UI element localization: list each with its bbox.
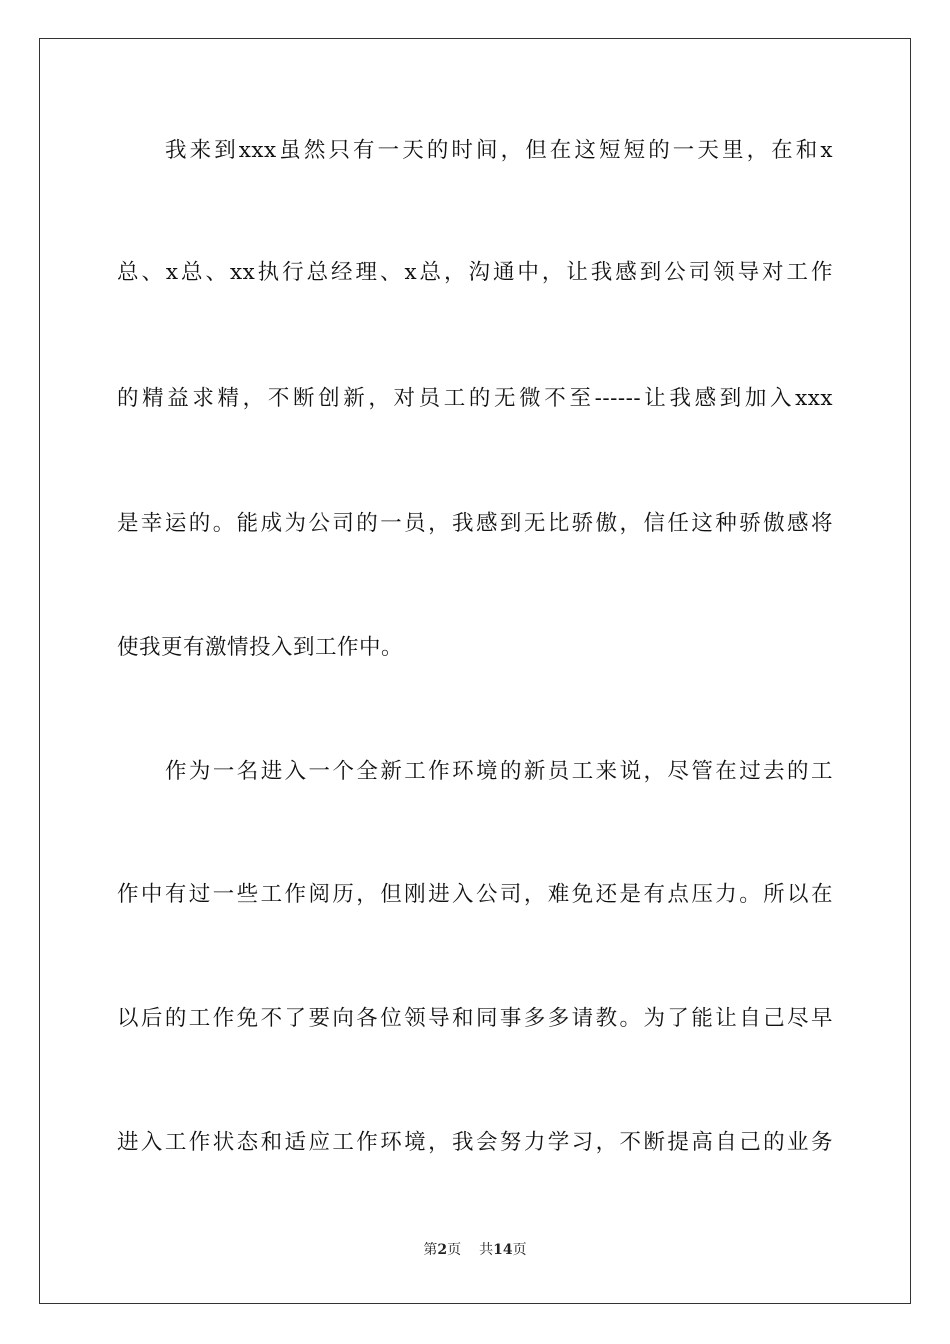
page-footer <box>0 1240 950 1260</box>
paragraph-1-line-4: 是幸运的。能成为公司的一员，我感到无比骄傲，信任这种骄傲感将 <box>117 511 833 536</box>
paragraph-2-line-2: 作中有过一些工作阅历，但刚进入公司，难免还是有点压力。所以在 <box>117 882 833 907</box>
footer-page-number: 2 <box>437 1242 448 1258</box>
paragraph-2-line-3: 以后的工作免不了要向各位领导和同事多多请教。为了能让自己尽早 <box>117 1006 833 1031</box>
paragraph-1-line-2: 总、x总、xx执行总经理、x总，沟通中，让我感到公司领导对工作 <box>117 260 833 285</box>
paragraph-1-line-1: 我来到xxx虽然只有一天的时间，但在这短短的一天里，在和x <box>165 138 833 163</box>
footer-total-suffix: 页 <box>512 1242 527 1258</box>
paragraph-1-line-5: 使我更有激情投入到工作中。 <box>117 635 404 660</box>
paragraph-2-line-1: 作为一名进入一个全新工作环境的新员工来说，尽管在过去的工 <box>165 759 833 784</box>
paragraph-2-line-4: 进入工作状态和适应工作环境，我会努力学习，不断提高自己的业务 <box>117 1130 833 1155</box>
paragraph-1-line-3: 的精益求精，不断创新，对员工的无微不至------让我感到加入xxx <box>117 386 833 411</box>
footer-total-pages: 14 <box>493 1242 513 1258</box>
footer-total-prefix: 共 <box>479 1242 494 1258</box>
footer-page-suffix: 页 <box>447 1242 462 1258</box>
page-border <box>39 38 911 1304</box>
footer-page-prefix: 第 <box>423 1242 438 1258</box>
